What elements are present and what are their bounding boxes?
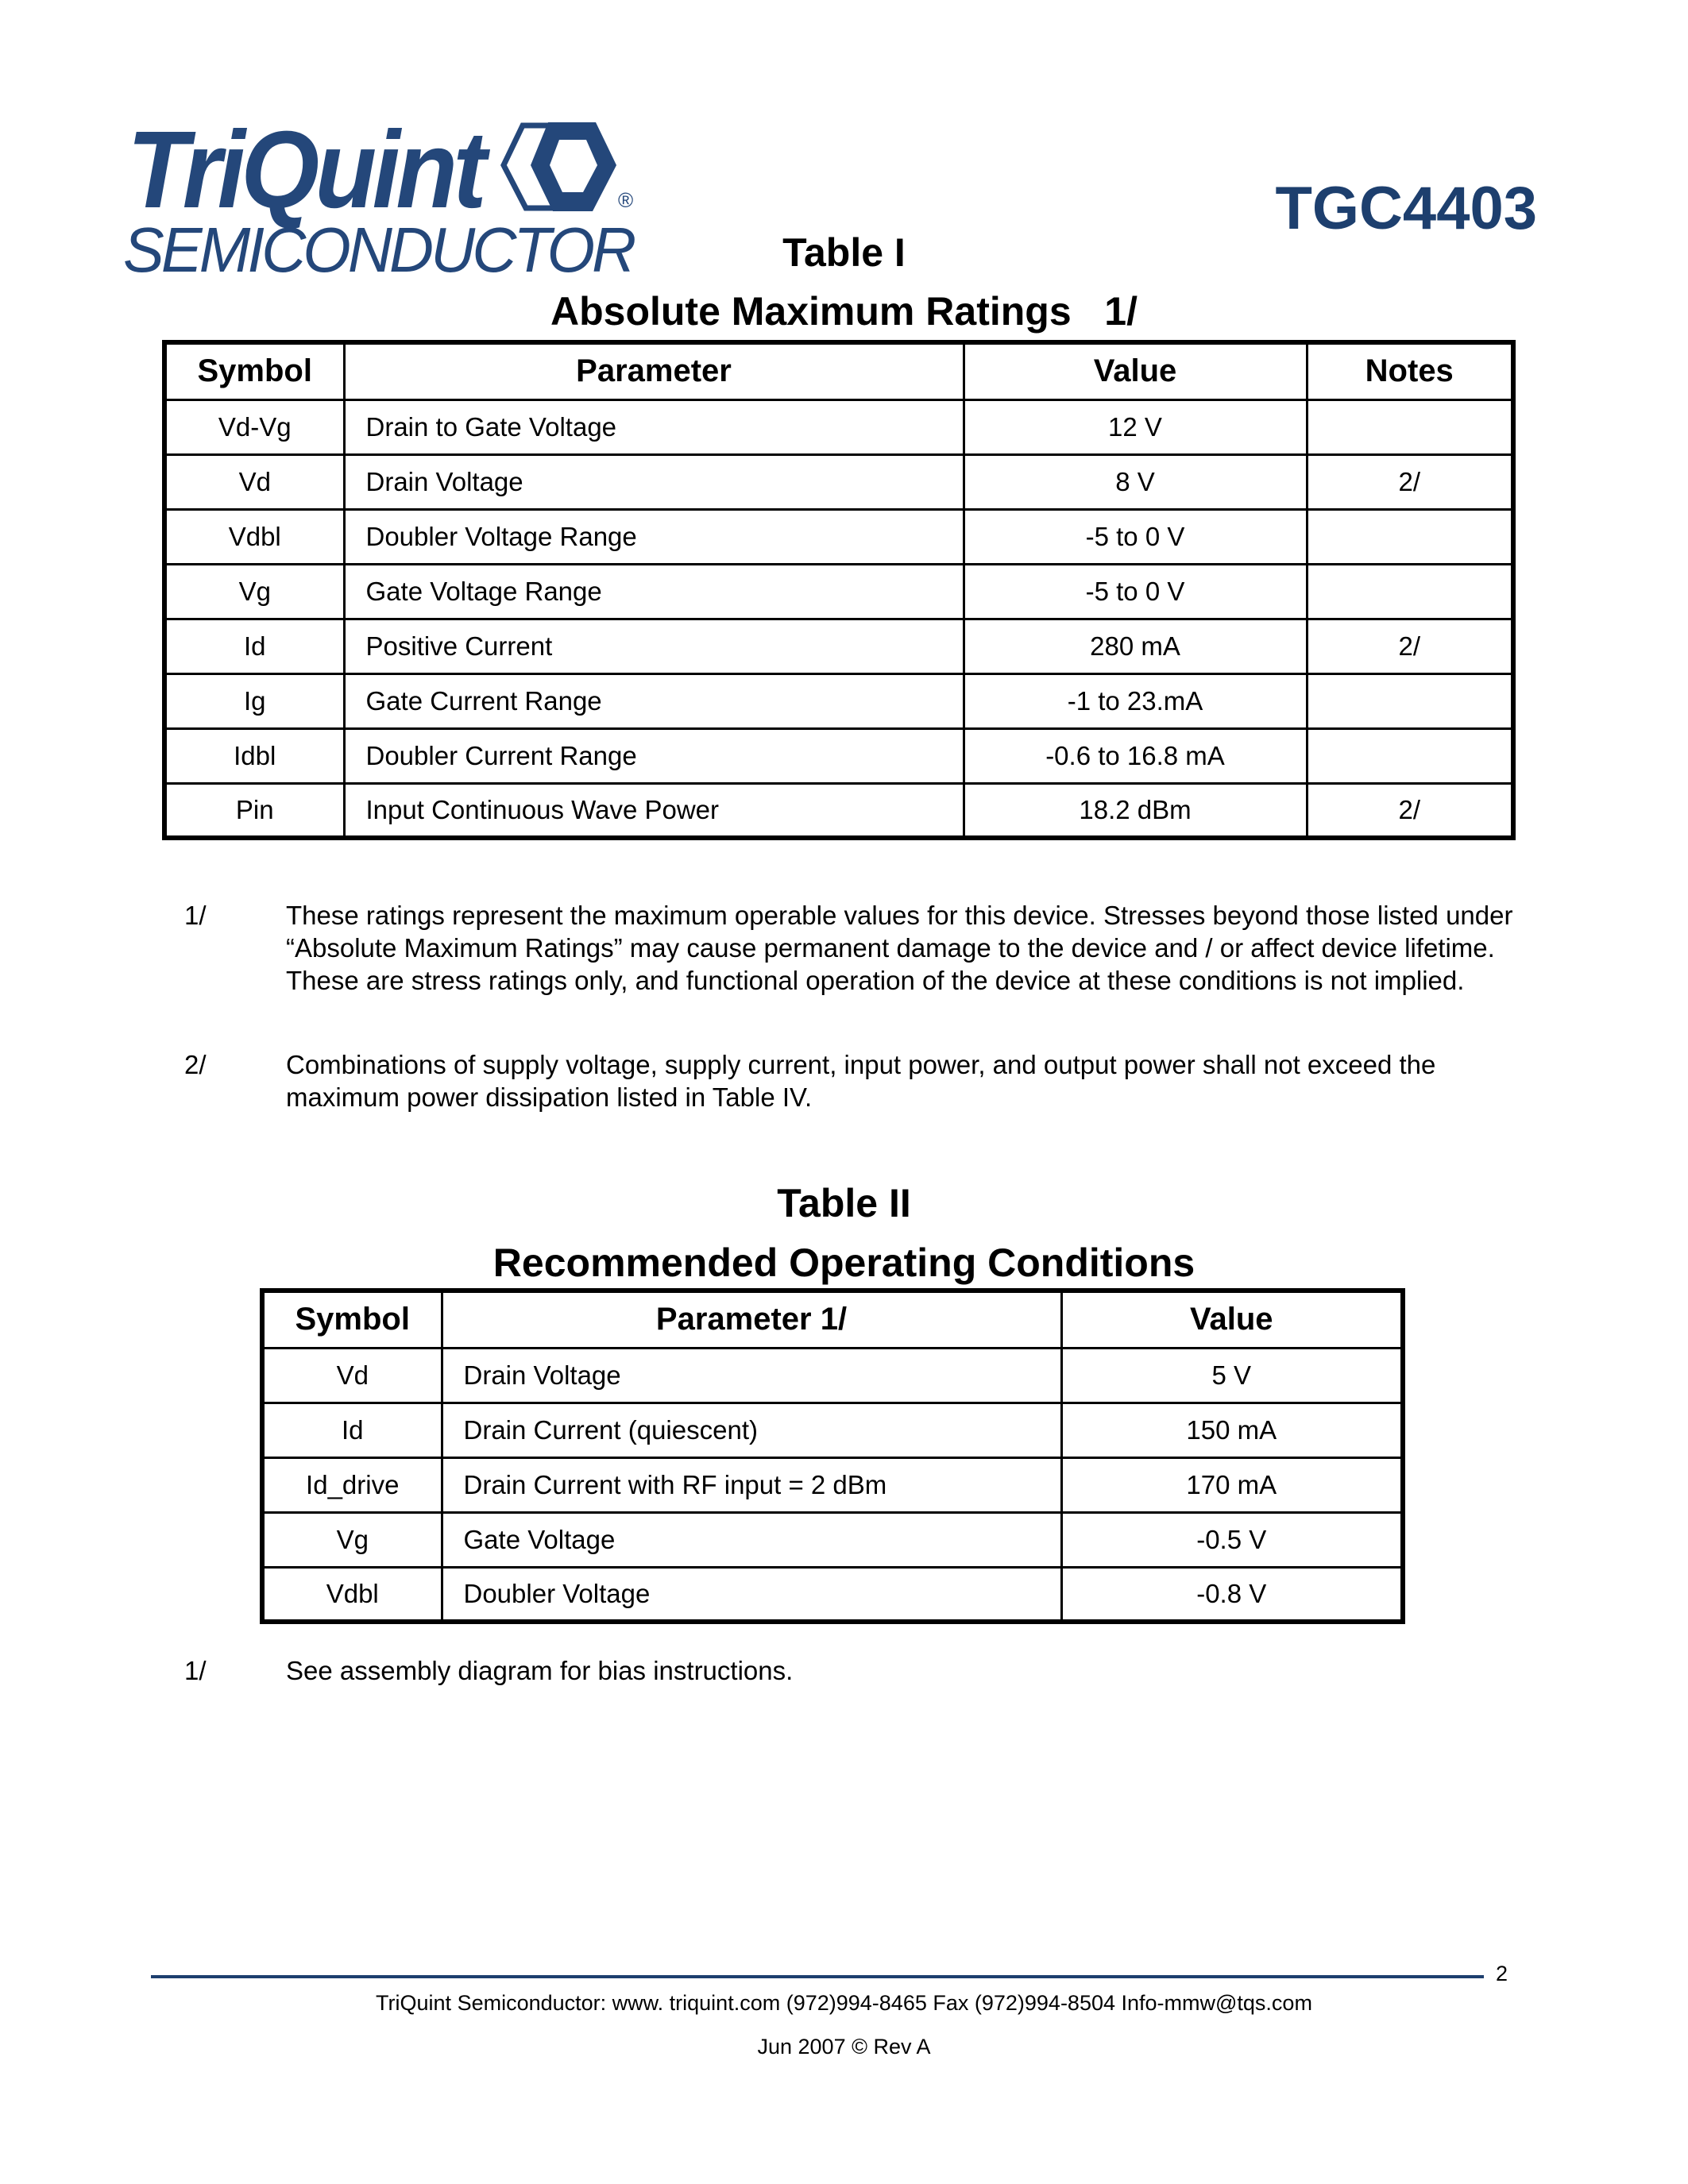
table-row — [262, 1512, 1403, 1567]
table-row — [164, 619, 1513, 673]
cell-symbol: Ig — [164, 673, 344, 728]
cell-value: -5 to 0 V — [964, 564, 1307, 619]
table-row — [164, 783, 1513, 838]
cell-notes: 2/ — [1307, 783, 1513, 838]
column-header-symbol: Symbol — [164, 342, 344, 399]
note-text: Combinations of supply voltage, supply current, input power, and output power shall not exceed the maximum power dissipation listed in Table IV. — [286, 1050, 1436, 1112]
note-1 — [0, 899, 1688, 1034]
table-row — [164, 399, 1513, 454]
cell-parameter: Gate Current Range — [344, 673, 964, 728]
cell-parameter: Doubler Voltage — [442, 1567, 1061, 1622]
part-number: TGC4403 — [1275, 175, 1537, 242]
cell-parameter: Gate Voltage Range — [344, 564, 964, 619]
table-row — [164, 509, 1513, 564]
page-number: 2 — [1496, 1962, 1508, 1985]
cell-parameter: Drain Current (quiescent) — [442, 1403, 1061, 1457]
table1-title: Absolute Maximum Ratings 1/ — [550, 289, 1138, 334]
registered-mark: ® — [618, 188, 634, 212]
table-row — [262, 1567, 1403, 1622]
cell-value: -0.6 to 16.8 mA — [964, 728, 1307, 783]
note-table2-1 — [0, 1654, 1688, 1690]
note-2 — [0, 1048, 1688, 1120]
footer-contact: TriQuint Semiconductor: www. triquint.com (972)994-8465 Fax (972)994-8504 Info-mmw@tqs.com — [376, 1991, 1312, 2015]
cell-notes — [1307, 673, 1513, 728]
table2-label: Table II — [777, 1181, 911, 1225]
cell-symbol: Vg — [164, 564, 344, 619]
cell-parameter: Input Continuous Wave Power — [344, 783, 964, 838]
cell-symbol: Idbl — [164, 728, 344, 783]
column-header-notes: Notes — [1307, 342, 1513, 399]
cell-parameter: Gate Voltage — [442, 1512, 1061, 1567]
cell-value: 170 mA — [1061, 1457, 1403, 1512]
cell-notes: 2/ — [1307, 619, 1513, 673]
cell-value: -1 to 23.mA — [964, 673, 1307, 728]
table-header-row — [262, 1291, 1403, 1348]
cell-value: 18.2 dBm — [964, 783, 1307, 838]
cell-symbol: Pin — [164, 783, 344, 838]
note-marker: 2/ — [184, 1050, 207, 1079]
cell-parameter: Drain Voltage — [442, 1348, 1061, 1403]
cell-notes — [1307, 509, 1513, 564]
cell-parameter: Doubler Current Range — [344, 728, 964, 783]
cell-notes — [1307, 399, 1513, 454]
note-text: See assembly diagram for bias instructions. — [286, 1656, 794, 1685]
cell-value: 5 V — [1061, 1348, 1403, 1403]
cell-parameter: Doubler Voltage Range — [344, 509, 964, 564]
table1-label: Table I — [782, 230, 906, 275]
cell-parameter: Drain to Gate Voltage — [344, 399, 964, 454]
cell-value: 150 mA — [1061, 1403, 1403, 1457]
cell-parameter: Drain Voltage — [344, 454, 964, 509]
column-header-parameter: Parameter — [344, 342, 964, 399]
column-header-symbol: Symbol — [262, 1291, 442, 1348]
column-header-value: Value — [1061, 1291, 1403, 1348]
cell-value: -5 to 0 V — [964, 509, 1307, 564]
cell-value: -0.8 V — [1061, 1567, 1403, 1622]
pentagon-logo-icon — [500, 119, 628, 214]
cell-symbol: Vd — [164, 454, 344, 509]
cell-symbol: Vdbl — [164, 509, 344, 564]
cell-value: 280 mA — [964, 619, 1307, 673]
table-header-row — [164, 342, 1513, 399]
table-row — [164, 454, 1513, 509]
cell-symbol: Id — [164, 619, 344, 673]
table-row — [262, 1457, 1403, 1512]
cell-notes — [1307, 728, 1513, 783]
table-row — [262, 1403, 1403, 1457]
table-row — [262, 1348, 1403, 1403]
cell-symbol: Vd — [262, 1348, 442, 1403]
column-header-parameter: Parameter 1/ — [442, 1291, 1061, 1348]
cell-notes — [1307, 564, 1513, 619]
cell-notes: 2/ — [1307, 454, 1513, 509]
logo-wordmark: TriQuint — [127, 109, 483, 231]
footer-divider — [151, 1975, 1484, 1978]
table-row — [164, 564, 1513, 619]
note-marker: 1/ — [184, 1656, 207, 1685]
note-marker: 1/ — [184, 901, 207, 930]
column-header-value: Value — [964, 342, 1307, 399]
cell-symbol: Vd-Vg — [164, 399, 344, 454]
table2-title: Recommended Operating Conditions — [492, 1241, 1196, 1285]
logo-subtitle: SEMICONDUCTOR — [123, 214, 634, 285]
cell-symbol: Vg — [262, 1512, 442, 1567]
table-row — [164, 673, 1513, 728]
note-text: These ratings represent the maximum operable values for this device. Stresses beyond those listed under “Absolute Maximum Ratings” may cause permanent damage to the device and / or affect device lifetime. These are stress ratings only, and functional operation of the device at these conditions is not implied. — [286, 901, 1513, 995]
cell-value: -0.5 V — [1061, 1512, 1403, 1567]
cell-symbol: Vdbl — [262, 1567, 442, 1622]
cell-symbol: Id_drive — [262, 1457, 442, 1512]
cell-value: 8 V — [964, 454, 1307, 509]
table-row — [164, 728, 1513, 783]
cell-parameter: Drain Current with RF input = 2 dBm — [442, 1457, 1061, 1512]
cell-symbol: Id — [262, 1403, 442, 1457]
cell-value: 12 V — [964, 399, 1307, 454]
cell-parameter: Positive Current — [344, 619, 964, 673]
recommended-operating-conditions-table — [260, 1288, 1405, 1624]
absolute-max-ratings-table — [162, 340, 1516, 840]
footer-revision: Jun 2007 © Rev A — [757, 2035, 931, 2059]
